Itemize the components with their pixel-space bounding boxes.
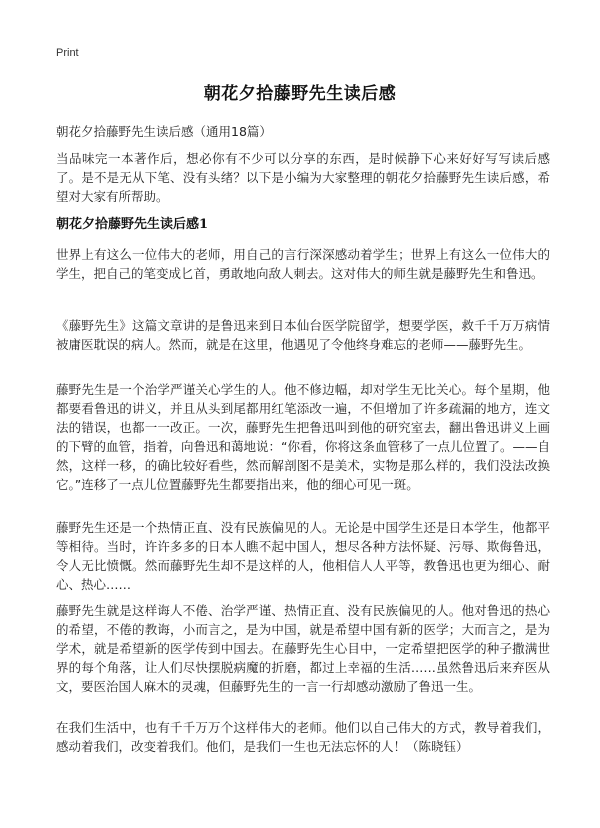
body-paragraph: 藤野先生就是这样诲人不倦、治学严谨、热情正直、没有民族偏见的人。他对鲁迅的热心的希望，不倦的教诲，小而言之，是为中国，就是希望中国有新的医学；大而言之，是为学术，就是希望新的医学传到中国去。在藤野先生心目中，一定希望把医学的种子撒满世界的每个角落，让人们尽快摆脱病魔的折磨，都过上幸福的生活……虽然鲁迅后来弃医从文，要医治国人麻木的灵魂，但藤野先生的一言一行却感动激励了鲁迅一生。 <box>56 603 550 694</box>
body-paragraph: 藤野先生是一个治学严谨关心学生的人。他不修边幅，却对学生无比关心。每个星期，他都要看鲁迅的讲义，并且从头到尾都用红笔添改一遍，不但增加了许多疏漏的地方，连文法的错误，也都一一改正。一次，藤野先生把鲁迅叫到他的研究室去，翻出鲁迅讲义上画的下臂的血管，指着，向鲁迅和蔼地说：“你看，你将这条血管移了一点儿位置了。——自然，这样一移，的确比较好看些，然而解剖图不是美术，实物是那么样的，我们没法改换它。”连移了一点儿位置藤野先生都要指出来，他的细心可见一斑。 <box>56 382 550 492</box>
body-paragraph: 在我们生活中，也有千千万万个这样伟大的老师。他们以自己伟大的方式，教导着我们，感动着我们，改变着我们。他们，是我们一生也无法忘怀的人！（陈晓钰） <box>56 720 550 754</box>
document-subtitle: 朝花夕拾藤野先生读后感（通用18篇） <box>56 124 272 139</box>
body-paragraph: 藤野先生还是一个热情正直、没有民族偏见的人。无论是中国学生还是日本学生，他都平等相待。当时，许许多多的日本人瞧不起中国人，想尽各种方法怀疑、污辱、欺侮鲁迅，令人无比愤慨。然而藤野先生却不是这样的人，他相信人人平等，教鲁迅也更为细心、耐心、热心…… <box>56 520 550 592</box>
intro-paragraph: 当品味完一本著作后，想必你有不少可以分享的东西，是时候静下心来好好写写读后感了。是不是无从下笔、没有头绪？以下是小编为大家整理的朝花夕拾藤野先生读后感，希望对大家有所帮助。 <box>56 151 550 204</box>
body-paragraph: 《藤野先生》这篇文章讲的是鲁迅来到日本仙台医学院留学，想要学医，救千千万万病情被庸医耽误的病人。然而，就是在这里，他遇见了令他终身难忘的老师——藤野先生。 <box>56 318 550 352</box>
document-title: 朝花夕拾藤野先生读后感 <box>203 84 397 104</box>
section-title: 朝花夕拾藤野先生读后感1 <box>56 217 209 232</box>
body-paragraph: 世界上有这么一位伟大的老师，用自己的言行深深感动着学生；世界上有这么一位伟大的学生，把自己的笔变成匕首，勇敢地向敌人刺去。这对伟大的师生就是藤野先生和鲁迅。 <box>56 247 550 281</box>
print-label[interactable]: Print <box>56 47 79 59</box>
